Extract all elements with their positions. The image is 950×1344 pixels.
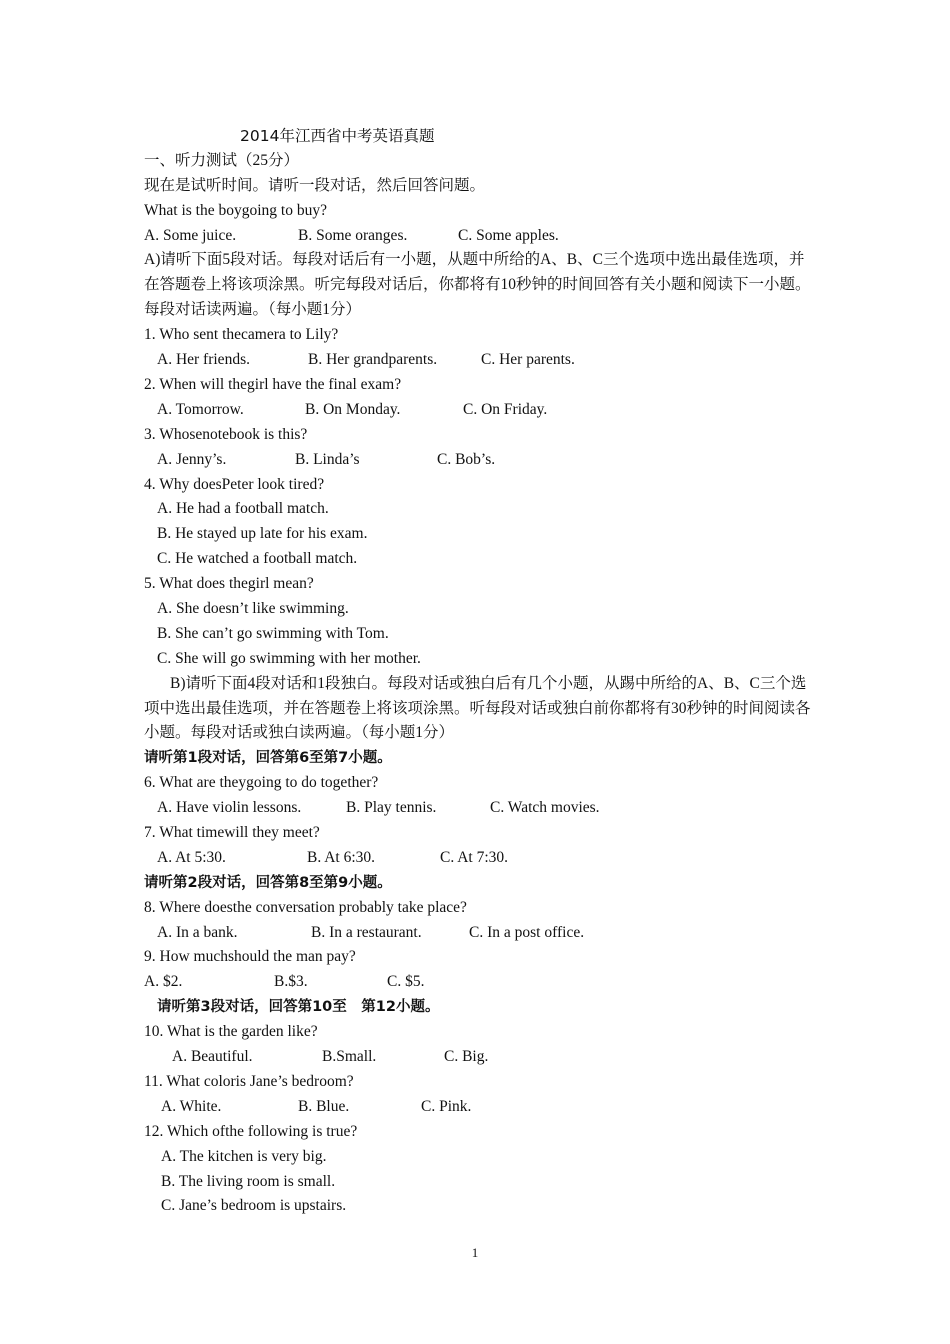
option: C. $5.: [387, 973, 425, 991]
option: A. Have violin lessons.: [157, 799, 302, 817]
question: 5. What does thegirl mean?: [144, 575, 314, 593]
page-number: 1: [471, 1245, 479, 1260]
question: 9. How muchshould the man pay?: [144, 948, 356, 966]
question: 11. What coloris Jane’s bedroom?: [144, 1072, 354, 1090]
option: A. The kitchen is very big.: [161, 1147, 327, 1165]
subsection-heading: 请听第3段对话，回答第10至 第12小题。: [157, 999, 440, 1016]
question: 7. What timewill they meet?: [144, 824, 320, 842]
option: A. He had a football match.: [157, 500, 329, 518]
option: C. Her parents.: [481, 351, 575, 369]
option: C. Watch movies.: [490, 799, 600, 817]
subsection-heading: 请听第2段对话，回答第8至第9小题。: [144, 874, 392, 891]
option: B. He stayed up late for his exam.: [157, 525, 368, 543]
option: B. Play tennis.: [346, 799, 437, 817]
options: [144, 921, 814, 946]
option: A. She doesn’t like swimming.: [157, 599, 349, 617]
question: 12. Which ofthe following is true?: [144, 1122, 358, 1140]
document-title: 2014年江西省中考英语真题: [240, 127, 435, 145]
trial-question: What is the boygoing to buy?: [144, 201, 327, 219]
question: 3. Whosenotebook is this?: [144, 425, 308, 443]
option: B.$3.: [274, 973, 308, 991]
question: 2. When will thegirl have the final exam?: [144, 375, 402, 393]
question: 8. Where doesthe conversation probably take place?: [144, 898, 467, 916]
option: B. Some oranges.: [298, 226, 408, 244]
options: [144, 796, 814, 821]
option: B. Blue.: [298, 1097, 350, 1115]
option: A. $2.: [144, 973, 183, 991]
option: B. At 6:30.: [307, 848, 376, 866]
option: C. At 7:30.: [440, 848, 509, 866]
option: A. In a bank.: [157, 923, 238, 941]
option: C. Some apples.: [458, 226, 559, 244]
option: A. At 5:30.: [157, 848, 226, 866]
trial-options: [144, 224, 814, 249]
option: A. Tomorrow.: [157, 400, 244, 418]
option: B. Linda’s: [295, 450, 360, 468]
question: 1. Who sent thecamera to Lily?: [144, 326, 339, 344]
options: [144, 398, 814, 423]
option: C. Big.: [444, 1048, 489, 1066]
question: 4. Why doesPeter look tired?: [144, 475, 325, 493]
option: C. In a post office.: [469, 923, 585, 941]
option: B. Her grandparents.: [308, 351, 438, 369]
option: C. Pink.: [421, 1097, 472, 1115]
options: [144, 970, 814, 995]
section-heading: 一、听力测试（25分）: [144, 151, 300, 169]
question: 6. What are theygoing to do together?: [144, 774, 379, 792]
options: [144, 1045, 814, 1070]
option: B.Small.: [322, 1048, 377, 1066]
options: [144, 448, 814, 473]
options: [144, 1095, 814, 1120]
option: C. Bob’s.: [437, 450, 496, 468]
option: A. White.: [161, 1097, 222, 1115]
option: A. Beautiful.: [172, 1048, 253, 1066]
option: C. She will go swimming with her mother.: [157, 649, 421, 667]
question: 10. What is the garden like?: [144, 1023, 318, 1041]
part-b-instructions: B)请听下面4段对话和1段独白。每段对话或独白后有几个小题，从踢中所给的A、B、C三个选项中选出最佳选项，并在答题卷上将该项涂黑。听每段对话或独白前你都将有30秒钟的时间阅读各小题。每段对话或独白读两遍。（每小题1分）: [144, 674, 811, 742]
option: C. He watched a football match.: [157, 550, 358, 568]
part-a-instructions: A)请听下面5段对话。每段对话后有一小题，从题中所给的A、B、C三个选项中选出最佳选项，并在答题卷上将该项涂黑。听完每段对话后，你都将有10秒钟的时间回答有关小题和阅读下一小题。每段对话读两遍。（每小题1分）: [144, 251, 811, 319]
option: C. On Friday.: [463, 400, 548, 418]
option: A. Jenny’s.: [157, 450, 227, 468]
subsection-heading: 请听第1段对话，回答第6至第7小题。: [144, 750, 392, 767]
option: C. Jane’s bedroom is upstairs.: [161, 1197, 347, 1215]
option: A. Her friends.: [157, 351, 250, 369]
option: A. Some juice.: [144, 226, 237, 244]
options: [144, 348, 814, 373]
option: B. On Monday.: [305, 400, 401, 418]
trial-intro: 现在是试听时间。请听一段对话，然后回答问题。: [144, 176, 486, 194]
option: B. She can’t go swimming with Tom.: [157, 624, 389, 642]
document-page: [144, 124, 814, 1219]
option: B. The living room is small.: [161, 1172, 336, 1190]
option: B. In a restaurant.: [311, 923, 422, 941]
options: [144, 846, 814, 871]
